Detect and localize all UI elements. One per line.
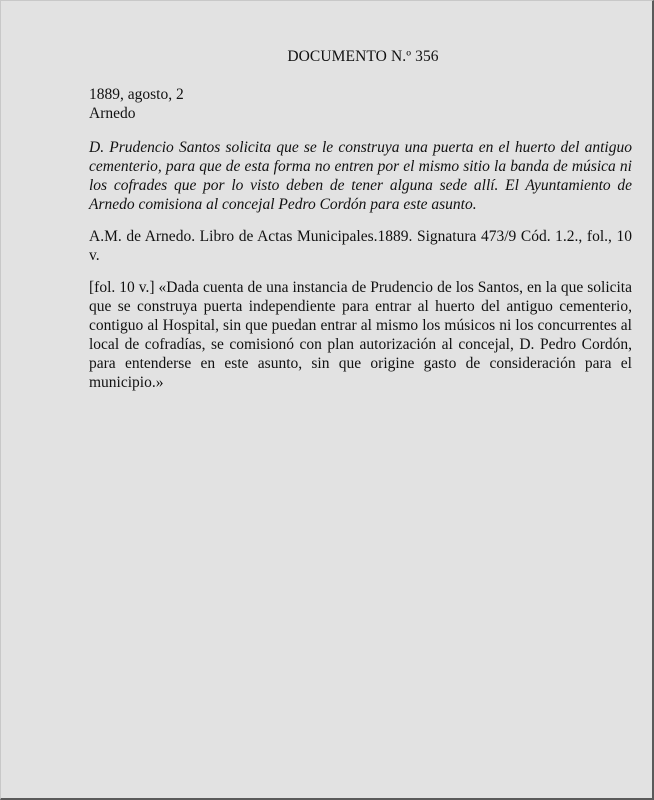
document-meta [89,85,632,123]
document-title: DOCUMENTO N.º 356 [287,48,439,65]
body-line: contiguo al Hospital, sin que puedan entrar al mismo los músicos ni los concurrentes al [89,317,632,334]
document-source [89,227,632,265]
source-line: v. [89,247,100,264]
document-summary [89,138,632,214]
body-line: local de cofradías, se comisionó con plan autorización al concejal, D. Pedro Cordón, [89,336,632,353]
summary-line: D. Prudencio Santos solicita que se le construya una puerta en el huerto del antiguo [89,139,632,156]
body-line: que se construya puerta independiente para entrar al huerto del antiguo cementerio, [89,298,632,315]
document-body [89,278,632,392]
document-date: 1889, agosto, 2 [89,86,184,103]
body-line: para entenderse en este asunto, sin que origine gasto de consideración para el [89,355,632,372]
summary-line: Arnedo comisiona al concejal Pedro Cordón para este asunto. [89,196,477,213]
body-line: [fol. 10 v.] «Dada cuenta de una instancia de Prudencio de los Santos, en la que solicita [89,279,632,296]
summary-line: cementerio, para que de esta forma no entren por el mismo sitio la banda de música ni [89,158,632,175]
source-line: A.M. de Arnedo. Libro de Actas Municipales.1889. Signatura 473/9 Cód. 1.2., fol., 10 [89,228,632,245]
summary-line: los cofrades que por lo visto deben de tener alguna sede allí. El Ayuntamiento de [89,177,632,194]
document-place: Arnedo [89,105,136,122]
body-line: municipio.» [89,374,164,391]
